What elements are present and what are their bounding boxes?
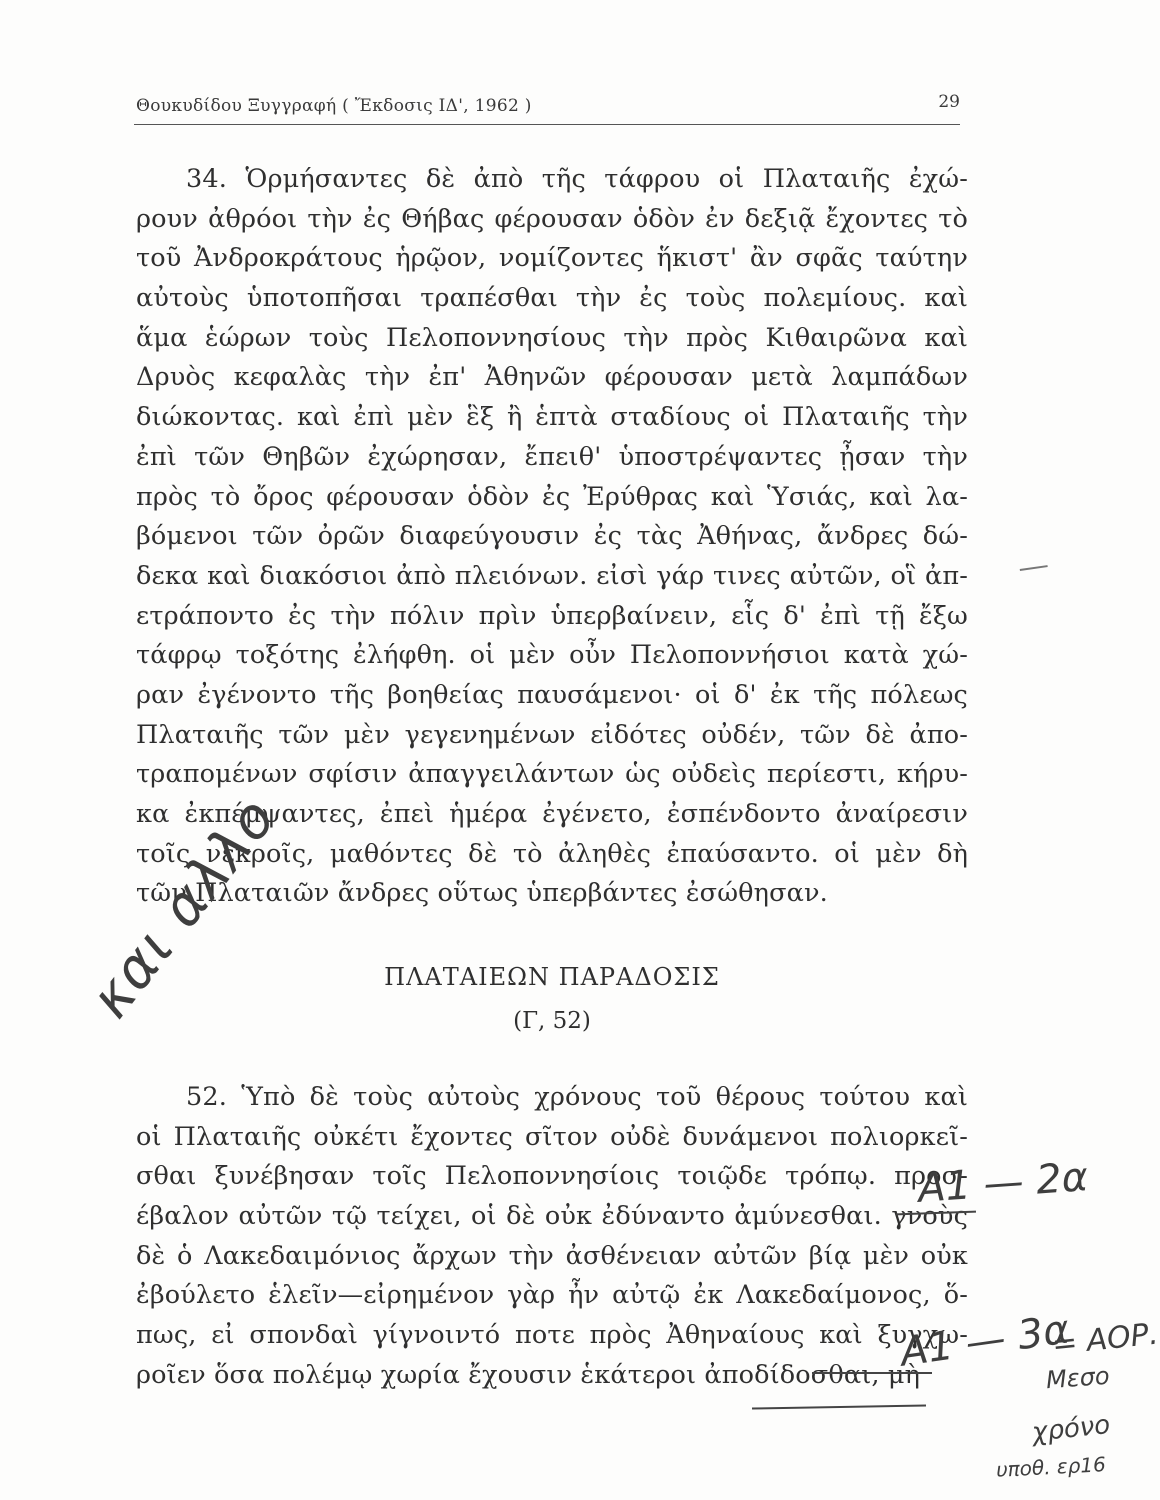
handwritten-note-meso: Μεσο xyxy=(1045,1361,1111,1395)
text-line: ἅμα ἑώρων τοὺς Πελοποννησίους τὴν πρὸς Κιθαιρῶνα καὶ xyxy=(136,322,968,353)
text-line: οἱ Πλαταιῆς οὐκέτι ἔχοντες σῖτον οὐδὲ δυνάμενοι πολιορκεῖ- xyxy=(136,1121,968,1152)
text-line: έβαλον αὐτῶν τῷ τείχει, οἱ δὲ οὐκ ἐδύναντο ἀμύνεσθαι. γνοὺς xyxy=(136,1201,968,1232)
text-line: σθαι ξυνέβησαν τοῖς Πελοποννησίοις τοιῷδε τρόπῳ. προσ- xyxy=(136,1161,968,1192)
text-line: τοῦ Ἀνδροκράτους ἡρῷον, νομίζοντες ἥκιστ' ἂν σφᾶς ταύτην xyxy=(136,243,968,274)
header-title: Θουκυδίδου Ξυγγραφή ( Ἔκδοσις ΙΔ', 1962 ) xyxy=(136,96,532,116)
section-reference: (Γ, 52) xyxy=(513,1008,591,1034)
text-line: δὲ ὁ Λακεδαιμόνιος ἄρχων τὴν ἀσθένειαν αὐτῶν βίᾳ μὲν οὐκ xyxy=(136,1240,968,1271)
text-line: ροῖεν ὅσα πολέμῳ χωρία ἔχουσιν ἑκάτεροι ἀποδίδοσθαι, μὴ xyxy=(136,1359,921,1390)
page-number: 29 xyxy=(938,92,960,112)
text-line: ετράποντο ἐς τὴν πόλιν πρὶν ὑπερβαίνειν, εἷς δ' ἐπὶ τῇ ἔξω xyxy=(136,600,968,631)
header-divider xyxy=(134,124,960,125)
paragraph-34 xyxy=(136,160,968,914)
paragraph-52 xyxy=(136,1078,968,1396)
text-line: αὐτοὺς ὑποτοπῆσαι τραπέσθαι τὴν ἐς τοὺς πολεμίους. καὶ xyxy=(136,283,968,314)
handwritten-note-ypoth: υποθ. ερ16 xyxy=(995,1452,1107,1482)
text-line: τάφρῳ τοξότης ἐλήφθη. οἱ μὲν οὖν Πελοποννήσιοι κατὰ χώ- xyxy=(136,640,968,671)
handwritten-underline xyxy=(752,1404,926,1409)
text-line: ἐβούλετο ἑλεῖν—εἰρημένον γὰρ ἦν αὐτῷ ἐκ Λακεδαίμονος, ὅ- xyxy=(136,1280,968,1311)
text-line: βόμενοι τῶν ὀρῶν διαφεύγουσιν ἐς τὰς Ἀθήνας, ἄνδρες δώ- xyxy=(136,521,968,552)
text-line: 34. Ὁρμήσαντες δὲ ἀπὸ τῆς τάφρου οἱ Πλαταιῆς ἐχώ- xyxy=(186,164,968,194)
text-line: κα ἐκπέμψαντες, ἐπεὶ ἡμέρα ἐγένετο, ἐσπένδοντο ἀναίρεσιν xyxy=(136,799,968,829)
handwritten-note-kai-allo: και αλλο xyxy=(78,785,290,1031)
text-line: δεκα καὶ διακόσιοι ἀπὸ πλειόνων. εἰσὶ γάρ τινες αὐτῶν, οἳ ἀπ- xyxy=(136,560,968,591)
text-line: Δρυὸς κεφαλὰς τὴν ἐπ' Ἀθηνῶν φέρουσαν μετὰ λαμπάδων xyxy=(136,362,968,393)
running-header xyxy=(136,92,960,122)
text-line: πως, εἰ σπονδαὶ γίγνοιντό ποτε πρὸς Ἀθηναίους καὶ ξυγχω- xyxy=(136,1320,968,1351)
handwritten-note-a1-3a: Α1 — 3α xyxy=(897,1306,1073,1376)
text-line: πρὸς τὸ ὄρος φέρουσαν ὁδὸν ἐς Ἐρύθρας καὶ Ὑσιάς, καὶ λα- xyxy=(136,481,968,512)
text-line: ρουν ἀθρόοι τὴν ἐς Θήβας φέρουσαν ὁδὸν ἐν δεξιᾷ ἔχοντες τὸ xyxy=(136,203,968,234)
handwritten-note-a1-2a: Α1 — 2α xyxy=(916,1154,1090,1212)
text-line: τραπομένων σφίσιν ἀπαγγειλάντων ὡς οὐδεὶς περίεστι, κήρυ- xyxy=(136,759,968,790)
text-line: τῶν Πλαταιῶν ἄνδρες οὕτως ὑπερβάντες ἐσώθησαν. xyxy=(136,878,828,909)
section-heading: ΠΛΑΤΑΙΕΩΝ ΠΑΡΑΔΟΣΙΣ xyxy=(384,963,720,991)
text-line: ραν ἐγένοντο τῆς βοηθείας παυσάμενοι· οἱ δ' ἐκ τῆς πόλεως xyxy=(136,679,968,710)
handwritten-note-aor: = ΑΟΡ. xyxy=(1050,1316,1160,1363)
text-line: τοῖς νεκροῖς, μαθόντες δὲ τὸ ἀληθὲς ἐπαύσαντο. οἱ μὲν δὴ xyxy=(136,838,968,869)
text-line: Πλαταιῆς τῶν μὲν γεγενημένων εἰδότες οὐδέν, τῶν δὲ ἀπο- xyxy=(136,719,968,750)
text-line: ἐπὶ τῶν Θηβῶν ἐχώρησαν, ἔπειθ' ὑποστρέψαντες ᾖσαν τὴν xyxy=(136,441,968,472)
pencil-dash-mark xyxy=(1020,565,1049,575)
text-line: διώκοντας. καὶ ἐπὶ μὲν ἓξ ἢ ἑπτὰ σταδίους οἱ Πλαταιῆς τὴν xyxy=(136,402,968,433)
text-line: 52. Ὑπὸ δὲ τοὺς αὐτοὺς χρόνους τοῦ θέρους τούτου καὶ xyxy=(186,1082,968,1112)
handwritten-note-xrono: χρόνο xyxy=(1030,1409,1112,1449)
